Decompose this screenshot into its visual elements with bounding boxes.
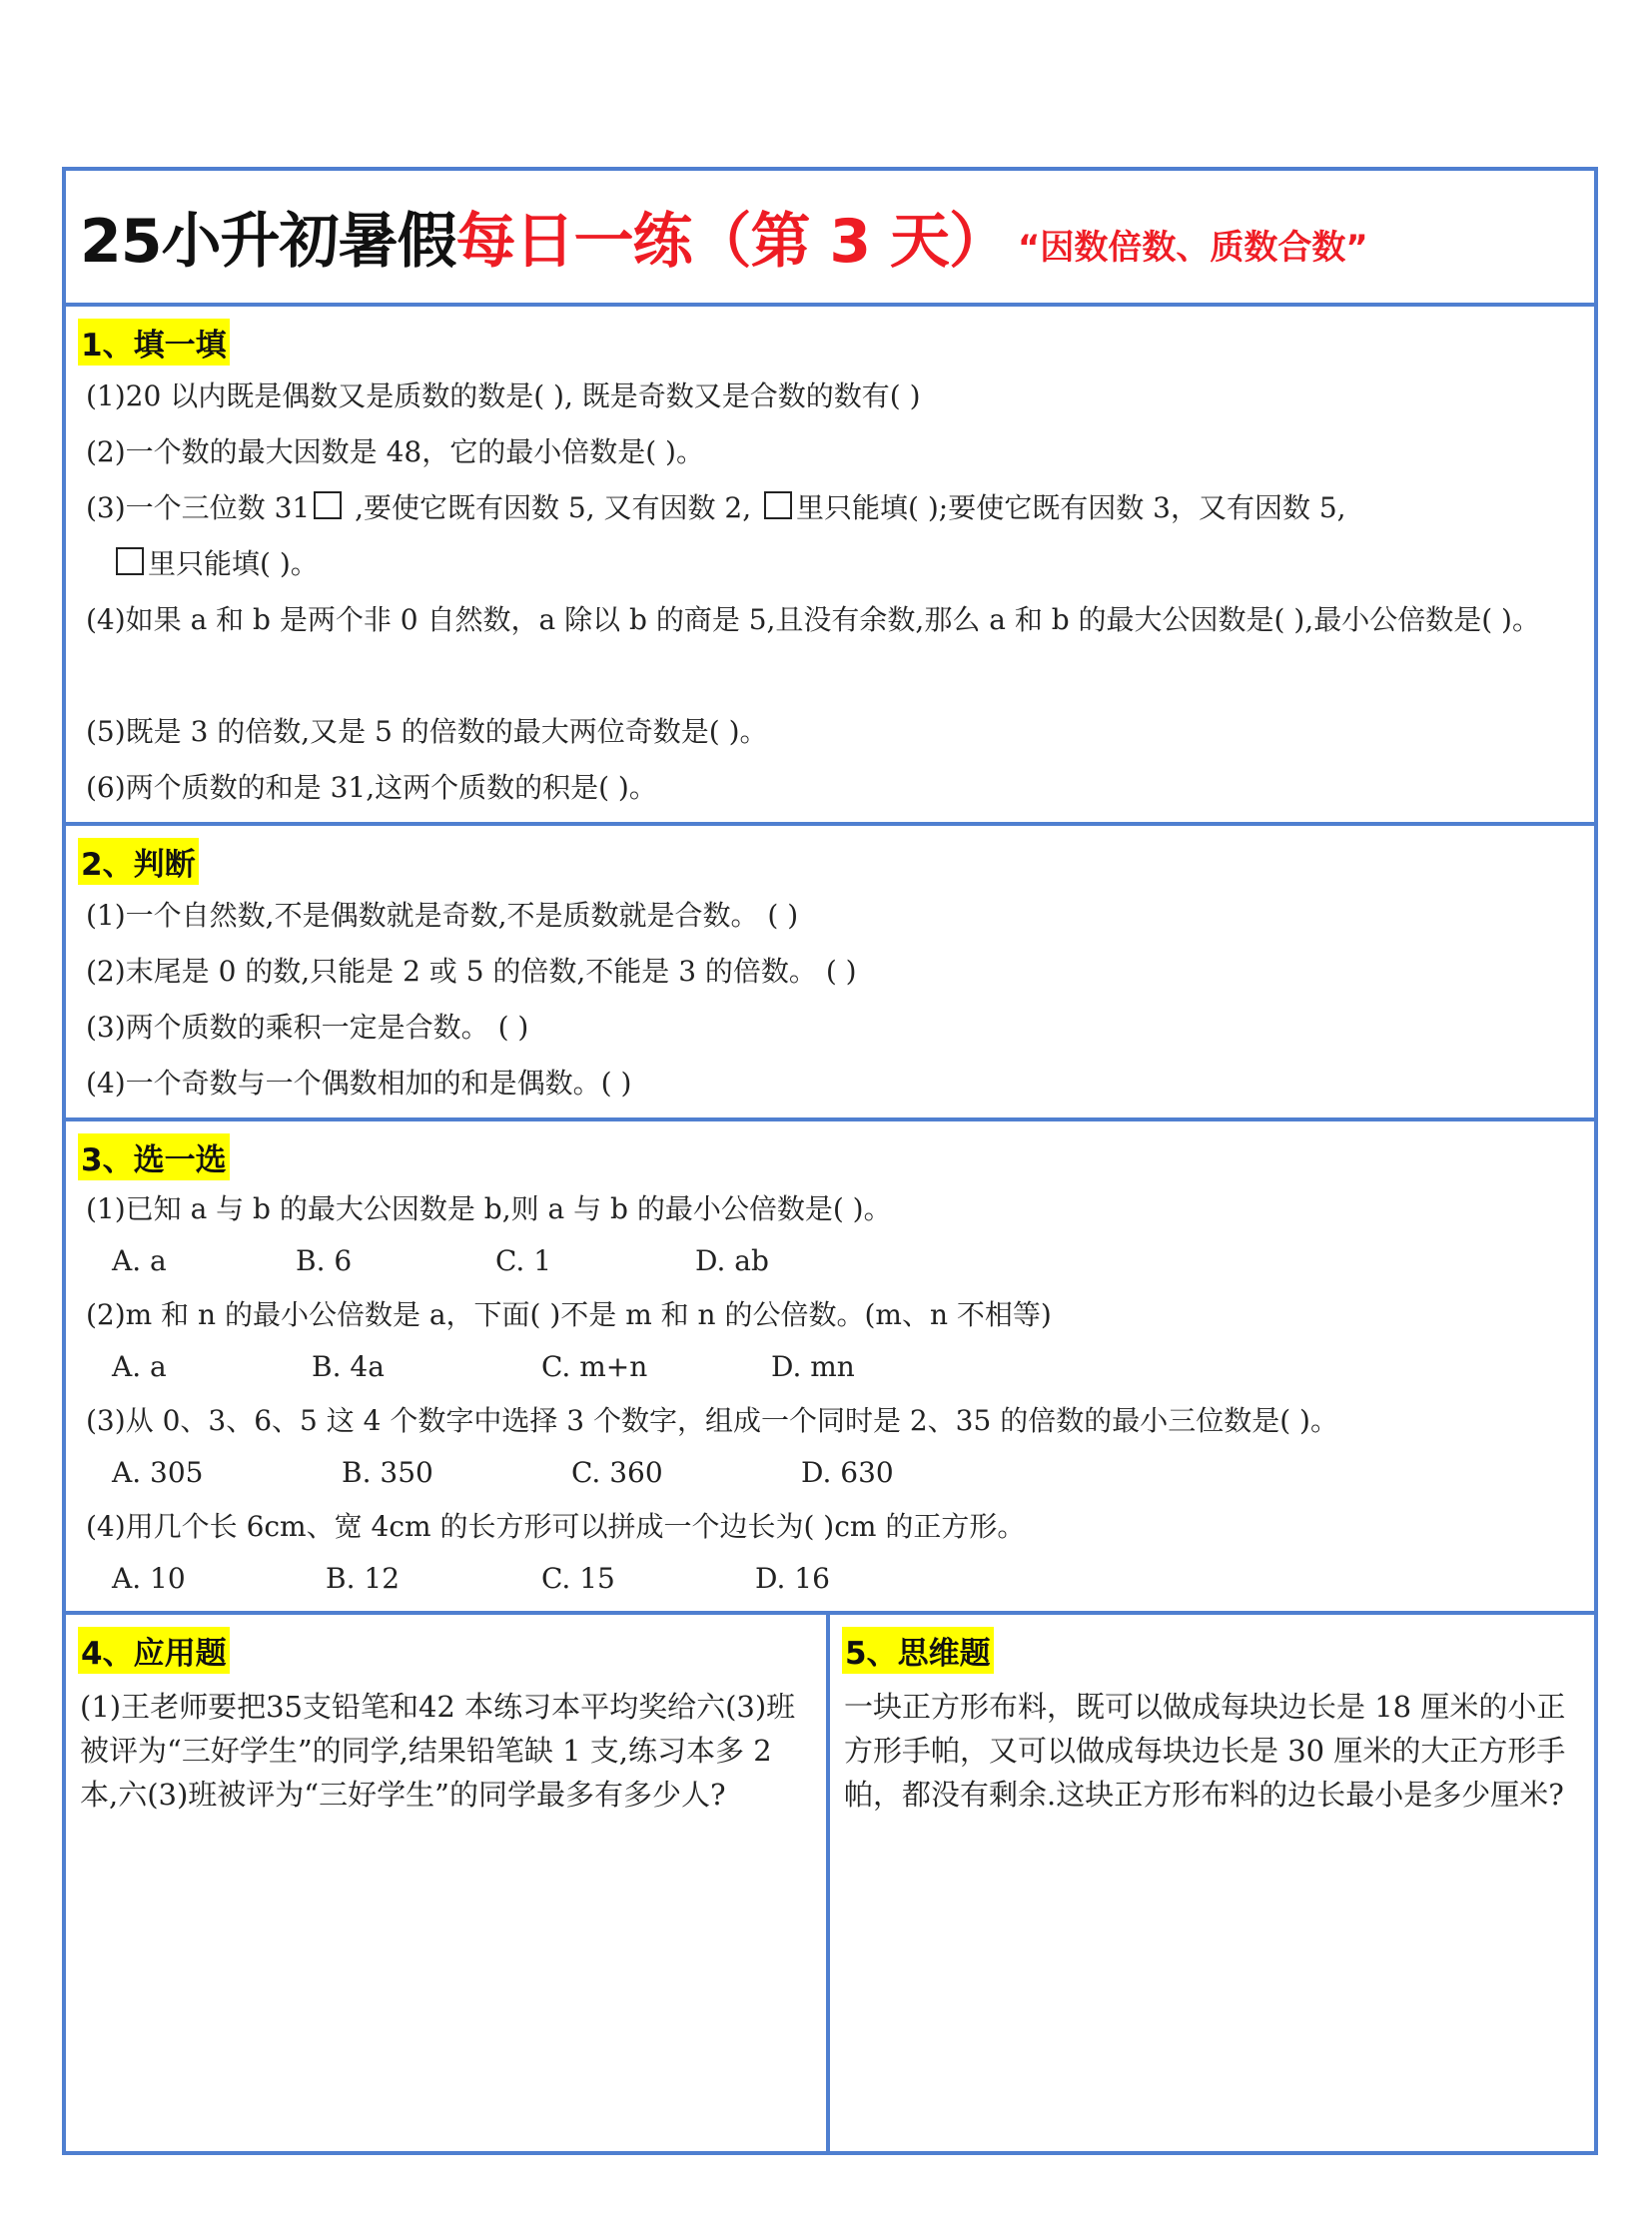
worksheet	[62, 167, 1598, 2155]
section-heading: 3、选一选	[78, 1133, 230, 1180]
option-d: D. 630	[801, 1456, 894, 1489]
question-item-continued	[86, 536, 1610, 592]
question-item: (4)如果 a 和 b 是两个非 0 自然数，a 除以 b 的商是 5,且没有余数,那么 a 和 b 的最大公因数是( ),最小公倍数是( )。	[86, 603, 1540, 636]
judge-item: (4)一个奇数与一个偶数相加的和是偶数。( )	[86, 1067, 632, 1100]
section-choose	[66, 1121, 1594, 1615]
section-application	[66, 1615, 830, 2151]
section-heading: 5、思维题	[842, 1627, 994, 1674]
option-b: B. 350	[342, 1456, 433, 1489]
judge-item: (1)一个自然数,不是偶数就是奇数,不是质数就是合数。 ( )	[86, 899, 799, 932]
section-heading: 2、判断	[78, 838, 199, 885]
question-item: (1)20 以内既是偶数又是质数的数是( ), 既是奇数又是合数的数有( )	[86, 379, 921, 412]
question-text: 里只能填( )。	[148, 547, 319, 580]
option-b: B. 6	[296, 1244, 353, 1277]
section-judge	[66, 826, 1594, 1121]
option-c: C. 1	[495, 1244, 552, 1277]
blank-box	[116, 547, 144, 575]
title-main: 25小升初暑假	[80, 207, 456, 277]
choice-question: (2)m 和 n 的最小公倍数是 a，下面( )不是 m 和 n 的公倍数。(m、n 不相等)	[86, 1298, 1052, 1331]
option-b: B. 4a	[312, 1350, 385, 1383]
title-row	[66, 171, 1594, 307]
option-d: D. ab	[695, 1244, 769, 1277]
thinking-question: 一块正方形布料，既可以做成每块边长是 18 厘米的小正方形手帕，又可以做成每块边长是 30 厘米的大正方形手帕，都没有剩余.这块正方形布料的边长最小是多少厘米?	[844, 1690, 1566, 1812]
judge-item: (2)末尾是 0 的数,只能是 2 或 5 的倍数,不能是 3 的倍数。 ( )	[86, 955, 857, 988]
option-a: A. 10	[112, 1562, 186, 1595]
option-c: C. 15	[541, 1562, 615, 1595]
option-c: C. m+n	[541, 1350, 648, 1383]
question-text: 里只能填( );要使它既有因数 3，又有因数 5,	[796, 491, 1346, 524]
title-day: 每日一练（第 3 天）	[455, 207, 1009, 277]
title-subtitle: “因数倍数、质数合数”	[1018, 227, 1368, 268]
section-thinking	[830, 1615, 1594, 2151]
blank-box	[764, 491, 792, 519]
option-d: D. 16	[755, 1562, 830, 1595]
blank-box	[314, 491, 342, 519]
option-a: A. a	[112, 1244, 167, 1277]
option-a: A. 305	[112, 1456, 204, 1489]
option-a: A. a	[112, 1350, 167, 1383]
bottom-row	[66, 1615, 1594, 2151]
section-heading: 1、填一填	[78, 319, 230, 366]
question-text: ,要使它既有因数 5, 又有因数 2,	[346, 491, 761, 524]
application-question: (1)王老师要把35支铅笔和42 本练习本平均奖给六(3)班被评为“三好学生”的同学,结果铅笔缺 1 支,练习本多 2 本,六(3)班被评为“三好学生”的同学最多有多少人?	[80, 1690, 796, 1812]
choice-question: (1)已知 a 与 b 的最大公因数是 b,则 a 与 b 的最小公倍数是( )。	[86, 1192, 892, 1225]
section-heading: 4、应用题	[78, 1627, 230, 1674]
question-item	[86, 480, 1584, 536]
question-item: (6)两个质数的和是 31,这两个质数的积是( )。	[86, 771, 657, 804]
question-item: (5)既是 3 的倍数,又是 5 的倍数的最大两位奇数是( )。	[86, 715, 768, 748]
choice-question: (3)从 0、3、6、5 这 4 个数字中选择 3 个数字，组成一个同时是 2、35 的倍数的最小三位数是( )。	[86, 1404, 1338, 1437]
option-d: D. mn	[771, 1350, 855, 1383]
section-fill-in	[66, 307, 1594, 826]
question-text: (3)一个三位数 31	[86, 491, 311, 524]
option-c: C. 360	[571, 1456, 663, 1489]
question-item: (2)一个数的最大因数是 48，它的最小倍数是( )。	[86, 435, 704, 468]
choice-question: (4)用几个长 6cm、宽 4cm 的长方形可以拼成一个边长为( )cm 的正方形。	[86, 1510, 1026, 1543]
judge-item: (3)两个质数的乘积一定是合数。 ( )	[86, 1011, 529, 1044]
option-b: B. 12	[326, 1562, 401, 1595]
